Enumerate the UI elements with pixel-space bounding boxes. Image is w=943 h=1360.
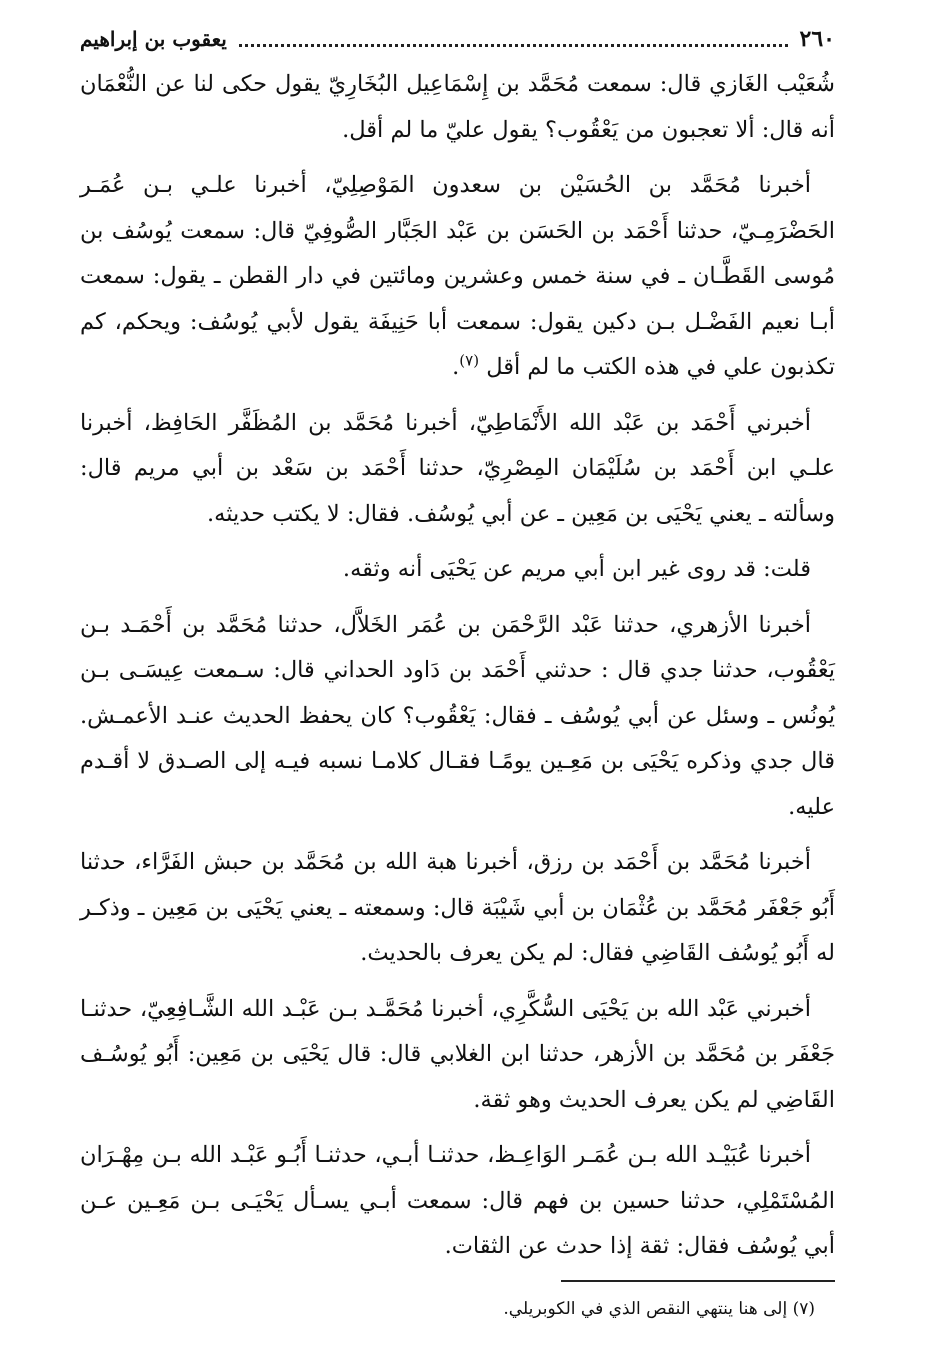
main-text [80, 62, 835, 1270]
page-header [80, 22, 835, 56]
running-title: يعقوب بن إبراهيم [80, 27, 227, 51]
page-number: ٢٦٠ [799, 26, 835, 52]
paragraph: أخبرني أَحْمَد بن عَبْد الله الأَنْمَاطِيّ، أخبرنا مُحَمَّد بن المُظَفَّر الحَافِظ، أخبرنا علـي ابن أَحْمَد بن سُلَيْمَان المِصْرِيّ، حدثنا أَحْمَد بن سَعْد بن أبي مريم قال: وسألته ـ يعني يَحْيَى بن مَعِين ـ عن أبي يُوسُف. فقال: لا يكتب حديثه. [80, 409, 835, 527]
paragraph: أخبرنا مُحَمَّد بن أَحْمَد بن رزق، أخبرنا هبة الله بن مُحَمَّد بن حبش الفَرَّاء، حدثنا أَبُو جَعْفَر مُحَمَّد بن عُثْمَان بن أبي شَيْبَة قال: وسمعته ـ يعني يَحْيَى بن مَعِين ـ وذكـر له أَبُو يُوسُف القَاضِي فقال: لم يكن يعرف بالحديث. [80, 849, 835, 966]
paragraph: أخبرني عَبْد الله بن يَحْيَى السُّكَّرِي، أخبرنا مُحَمَّـد بـن عَبْـد الله الشَّـافِعِيّ، حدثنـا جَعْفَر بن مُحَمَّد بن الأزهر، حدثنا ابن الغلابي قال: قال يَحْيَى بن مَعِين: أَبُو يُوسُـف القَاضِي لم يكن يعرف الحديث وهو ثقة. [80, 995, 835, 1113]
paragraph-text: أخبرنا مُحَمَّد بن الحُسَيْن بن سعدون المَوْصِلِيّ، أخبرنا علـي بـن عُمَـر الحَضْرَمِـيّ، حدثنا أَحْمَد بن الحَسَن بن عَبْد الجَبَّار الصُّوفِيّ قال: سمعت يُوسُف بن مُوسى القَطَّـان ـ في سنة خمس وعشرين ومائتين في دار القطن ـ يقول: سمعت أبـا نعيم الفَضْـل بـن دكين يقول: سمعت أبا حَنِيفَة يقول لأبي يُوسُف: ويحكم، كم تكذبون علي في هذه الكتب ما لم أقل [80, 172, 835, 380]
paragraph: قلت: قد روى غير ابن أبي مريم عن يَحْيَى أنه وثقه. [342, 556, 811, 582]
paragraph: أخبرنا مُحَمَّد بن الحُسَيْن بن سعدون المَوْصِلِيّ، أخبرنا علـي بـن عُمَـر الحَضْرَمِـيّ، حدثنا أَحْمَد بن الحَسَن بن عَبْد الجَبَّار الصُّوفِيّ قال: سمعت يُوسُف بن مُوسى القَطَّـان ـ في سنة خمس وعشرين ومائتين في دار القطن ـ يقول: سمعت أبـا نعيم الفَضْـل بـن دكين يقول: سمعت أبا حَنِيفَة يقول لأبي يُوسُف: ويحكم، كم تكذبون علي في هذه الكتب ما لم أقل $^{(٧)}$. [80, 172, 835, 380]
paragraph: أخبرنا الأزهري، حدثنا عَبْد الرَّحْمَن بن عُمَر الخَلاَّل، حدثنا مُحَمَّد بن أَحْمَـد بـن يَعْقُوب، حدثنا جدي قال : حدثني أَحْمَد بن دَاود الحداني قال: سـمعت عِيسَـى بـن يُونُس ـ وسئل عن أبي يُوسُف ـ فقال: يَعْقُوب؟ كان يحفظ الحديث عنـد الأعمـش. قال جدي وذكره يَحْيَى بن مَعِـين يومًـا فقـال كلامـا نسبه فيـه إلى الصـدق لا أقـدم عليه. [80, 611, 835, 820]
footnote-reference: (٧) [459, 351, 480, 370]
book-page [80, 22, 835, 1324]
header-dotted-leader [239, 32, 788, 47]
paragraph: أخبرنا عُبَيْـد الله بـن عُمَـر الوَاعِـظ، حدثنـا أبـي، حدثنـا أَبُـو عَبْـد الله بـن مِهْـرَان المُسْتَمْلِي، حدثنا حسين بن فهم قال: سمعت أبـي يسـأل يَحْيَـى بـن مَعِـين عـن أبي يُوسُف فقال: ثقة إذا حدث عن الثقات. [80, 1142, 835, 1259]
footnote: (٧) إلى هنا ينتهي النقص الذي في الكوبريلي. [503, 1298, 815, 1319]
paragraph: شُعَيْب الغَازي قال: سمعت مُحَمَّد بن إِسْمَاعِيل البُخَارِيّ يقول حكى لنا عن النُّعْمَان أنه قال: ألا تعجبون من يَعْقُوب؟ يقول عليّ ما لم أقل. [80, 71, 835, 143]
footnote-divider [561, 1280, 835, 1282]
